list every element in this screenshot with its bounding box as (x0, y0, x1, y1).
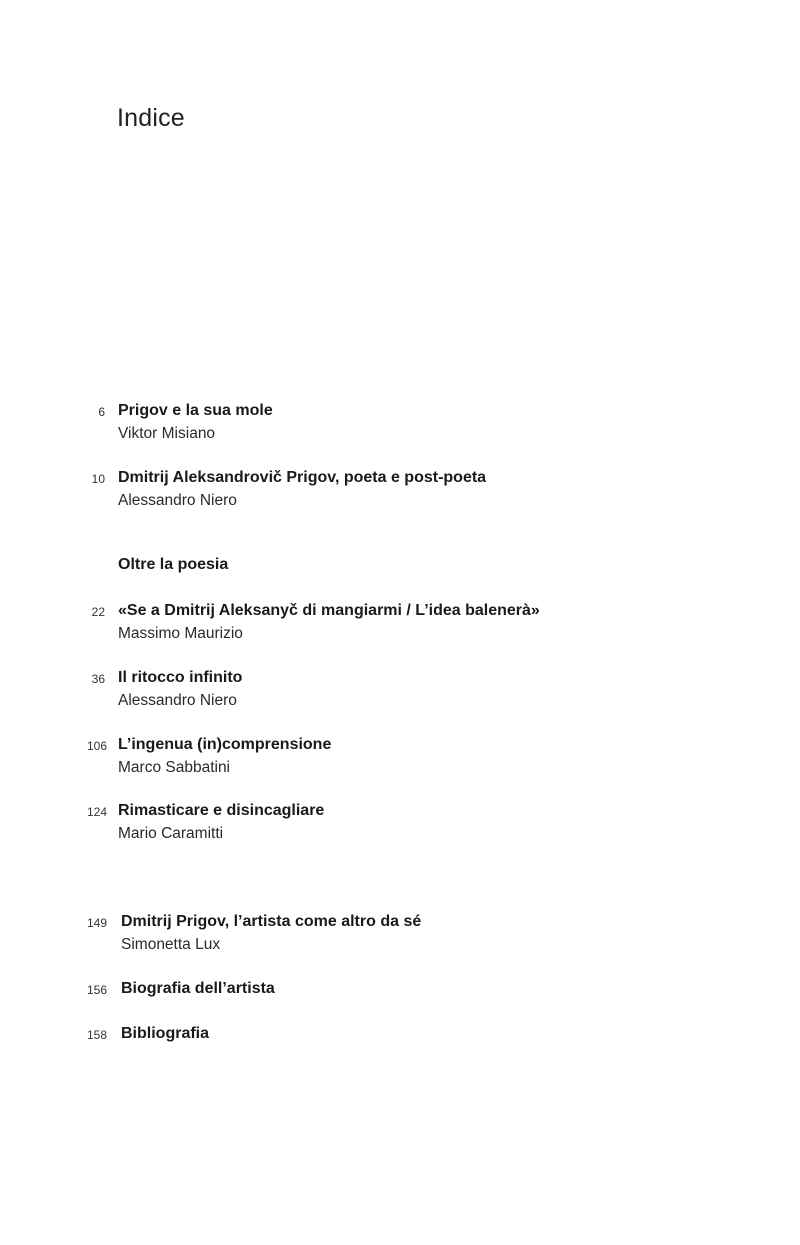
page-number: 10 (91, 472, 105, 486)
entry-author: Viktor Misiano (118, 425, 216, 442)
entry-title: Il ritocco infinito (118, 669, 243, 686)
page-number: 106 (86, 739, 107, 753)
entry-author: Alessandro Niero (118, 692, 237, 709)
entry-title: Rimasticare e disincagliare (118, 802, 325, 819)
page-number: 6 (98, 405, 105, 419)
entry-title: «Se a Dmitrij Aleksanyč di mangiarmi / L’idea balenerà» (118, 602, 540, 619)
entry-author: Marco Sabbatini (118, 759, 231, 776)
entry-author: Alessandro Niero (118, 492, 237, 509)
page-number: 149 (86, 916, 107, 930)
page-number: 158 (86, 1028, 107, 1042)
page-number: 156 (86, 983, 107, 997)
entry-title: L’ingenua (in)comprensione (118, 736, 332, 753)
entry-title: Prigov e la sua mole (118, 402, 273, 419)
entry-title: Biografia dell’artista (121, 980, 275, 997)
entry-author: Simonetta Lux (121, 936, 221, 953)
page-number: 22 (91, 605, 105, 619)
section-heading: Oltre la poesia (118, 556, 229, 573)
entry-title: Bibliografia (121, 1025, 210, 1042)
entry-author: Mario Caramitti (118, 825, 224, 842)
entry-title: Dmitrij Prigov, l’artista come altro da sé (121, 913, 422, 930)
page-number: 36 (91, 672, 105, 686)
entry-title: Dmitrij Aleksandrovič Prigov, poeta e post-poeta (118, 469, 487, 486)
page-title: Indice (117, 104, 185, 132)
page-number: 124 (86, 805, 107, 819)
entry-author: Massimo Maurizio (118, 625, 243, 642)
